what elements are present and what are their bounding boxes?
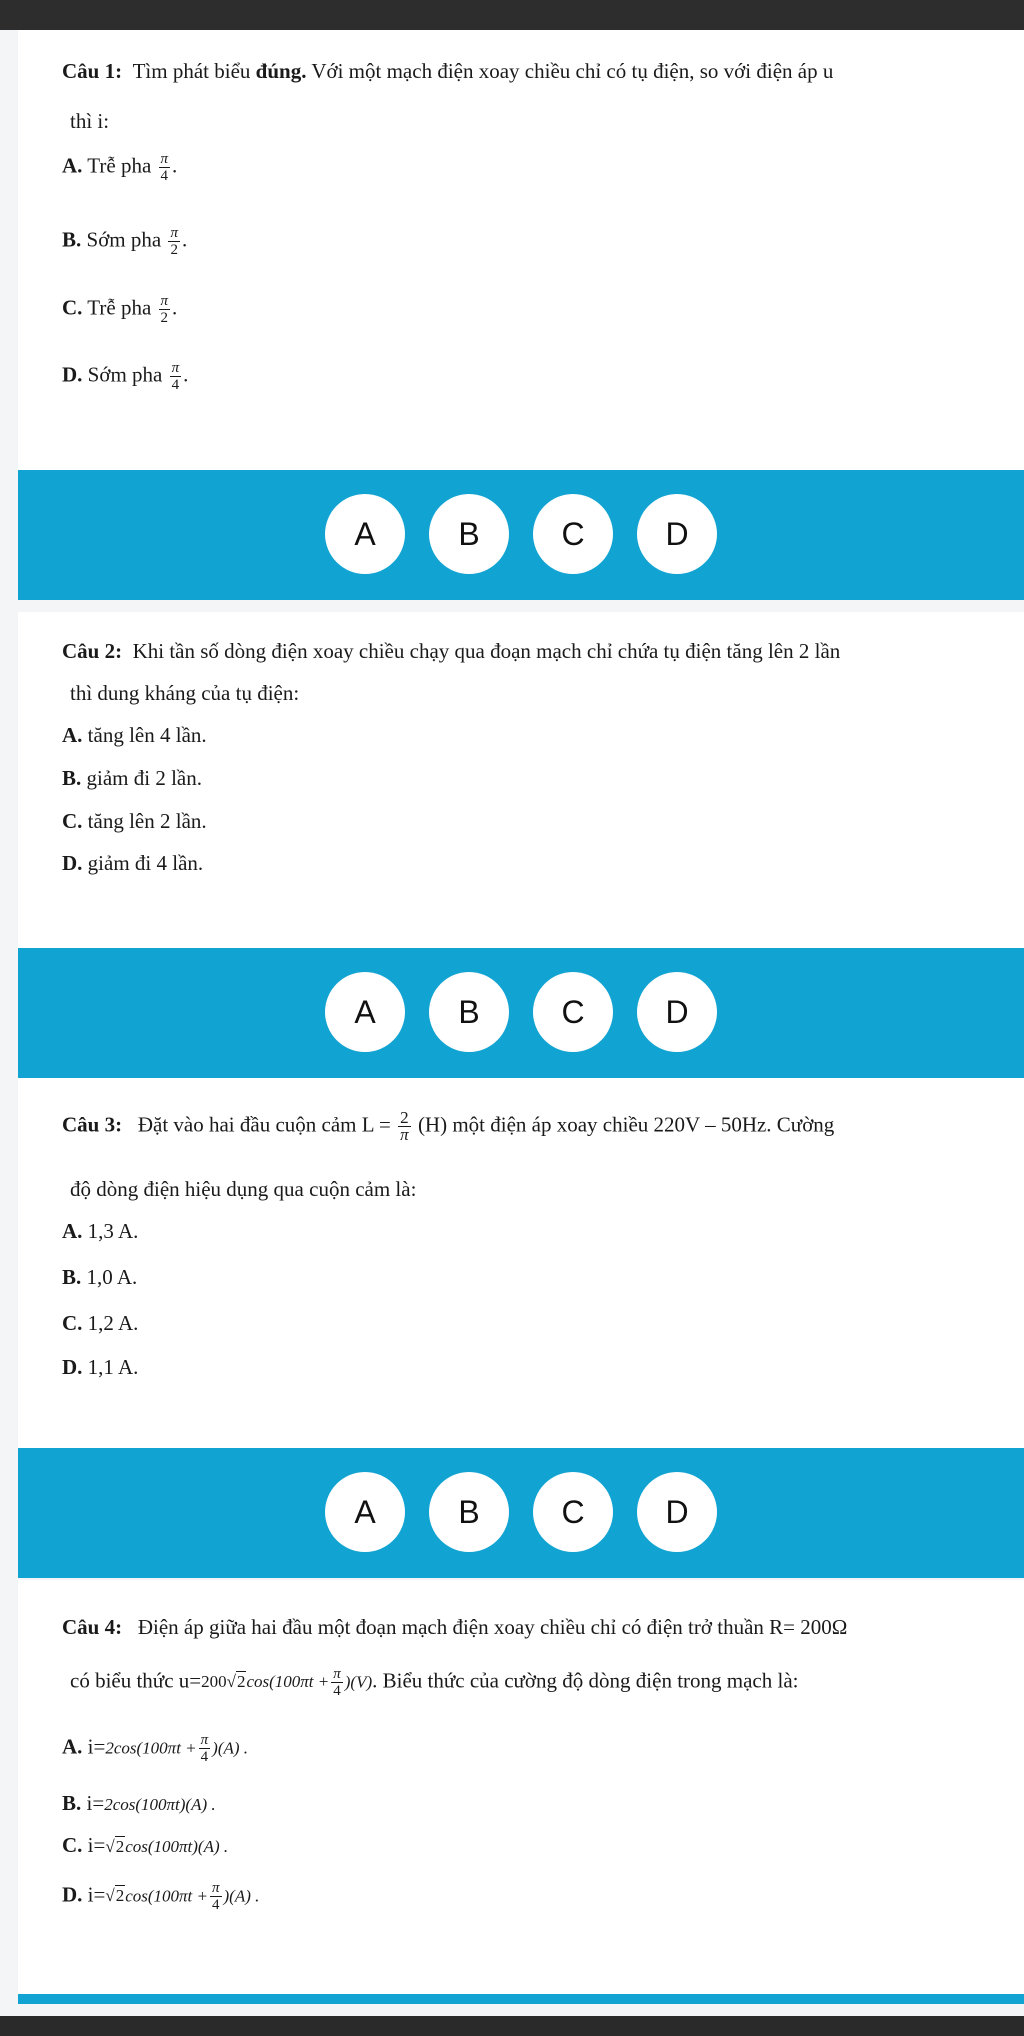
question-card-1 xyxy=(18,30,1024,470)
option-d[interactable]: D. i=√2cos(100πt + $\frac{\pi}{4}$ )(A) . xyxy=(62,1880,260,1913)
question-card-3 xyxy=(18,1078,1024,1448)
option-a[interactable]: A. Trễ pha $\frac{\pi}{4}$ . xyxy=(62,151,178,184)
answer-a-button[interactable]: A xyxy=(325,1472,405,1552)
answer-a-button[interactable]: A xyxy=(325,972,405,1052)
question-2-stem-line2: thì dung kháng của tụ điện: xyxy=(70,681,300,705)
answer-a-button[interactable]: A xyxy=(325,494,405,574)
top-status-bar xyxy=(0,0,1024,30)
option-d[interactable]: D. Sớm pha $\frac{\pi}{4}$ . xyxy=(62,360,189,393)
question-1-stem: Câu 1: Tìm phát biểu đúng. Với một mạch điện xoay chiều chỉ có tụ điện, so với điện áp u xyxy=(62,59,834,83)
option-c[interactable]: C. tăng lên 2 lần. xyxy=(62,809,207,833)
question-card-4 xyxy=(18,1580,1024,1994)
fraction: $\frac{\pi}{4}$ xyxy=(212,1880,220,1913)
answer-c-button[interactable]: C xyxy=(533,972,613,1052)
answer-b-button[interactable]: B xyxy=(429,494,509,574)
answer-d-button[interactable]: D xyxy=(637,1472,717,1552)
question-4-stem-line2: có biểu thức u=200√2cos(100πt + $\frac{\pi}{4}$ )(V). Biểu thức của cường độ dòng điện trong mạch là: xyxy=(70,1666,799,1699)
fraction: $\frac{\pi}{2}$ xyxy=(170,225,178,258)
sqrt-symbol: √2 xyxy=(226,1672,246,1692)
option-d[interactable]: D. 1,1 A. xyxy=(62,1355,139,1379)
question-4-stem: Câu 4: Điện áp giữa hai đầu một đoạn mạch điện xoay chiều chỉ có điện trở thuần R= 200Ω xyxy=(62,1615,848,1639)
answer-d-button[interactable]: D xyxy=(637,972,717,1052)
question-3-stem-line2: độ dòng điện hiệu dụng qua cuộn cảm là: xyxy=(70,1177,417,1201)
fraction: $\frac{\pi}{4}$ xyxy=(333,1666,341,1699)
sqrt-symbol: √2 xyxy=(105,1886,125,1906)
option-a[interactable]: A. 1,3 A. xyxy=(62,1219,139,1243)
option-c[interactable]: C. 1,2 A. xyxy=(62,1311,139,1335)
answer-b-button[interactable]: B xyxy=(429,972,509,1052)
answer-band-1 xyxy=(18,470,1024,600)
question-2-stem: Câu 2: Khi tần số dòng điện xoay chiều chạy qua đoạn mạch chỉ chứa tụ điện tăng lên 2 lần xyxy=(62,639,841,663)
answer-d-button[interactable]: D xyxy=(637,494,717,574)
option-b[interactable]: B. giảm đi 2 lần. xyxy=(62,766,202,790)
fraction: $\frac{2}{\pi}$ xyxy=(400,1108,409,1144)
option-b[interactable]: B. Sớm pha $\frac{\pi}{2}$ . xyxy=(62,225,188,258)
fraction: $\frac{\pi}{2}$ xyxy=(160,293,169,326)
answer-band-2 xyxy=(18,948,1024,1078)
sqrt-symbol: √2 xyxy=(105,1837,125,1856)
option-b[interactable]: B. i=2cos(100πt)(A) . xyxy=(62,1791,216,1815)
question-1-stem-line2: thì i: xyxy=(70,109,110,133)
question-3-stem: Câu 3: Đặt vào hai đầu cuộn cảm L = $\frac{2}{\pi}$ (H) một điện áp xoay chiều 220V – 50Hz. Cường xyxy=(62,1108,835,1144)
option-c[interactable]: C. i=√2cos(100πt)(A) . xyxy=(62,1832,228,1860)
option-d[interactable]: D. giảm đi 4 lần. xyxy=(62,851,204,875)
option-c[interactable]: C. Trễ pha $\frac{\pi}{2}$ . xyxy=(62,293,178,326)
answer-band-3 xyxy=(18,1448,1024,1578)
answer-b-button[interactable]: B xyxy=(429,1472,509,1552)
fraction: $\frac{\pi}{4}$ xyxy=(200,1732,209,1765)
answer-c-button[interactable]: C xyxy=(533,494,613,574)
fraction: $\frac{\pi}{4}$ xyxy=(160,151,169,184)
question-card-2 xyxy=(18,612,1024,948)
bottom-nav-bar xyxy=(0,2016,1024,2036)
option-b[interactable]: B. 1,0 A. xyxy=(62,1265,138,1289)
answer-c-button[interactable]: C xyxy=(533,1472,613,1552)
option-a[interactable]: A. tăng lên 4 lần. xyxy=(62,723,207,747)
fraction: $\frac{\pi}{4}$ xyxy=(171,360,180,393)
option-a[interactable]: A. i=2cos(100πt + $\frac{\pi}{4}$ )(A) . xyxy=(62,1732,249,1765)
answer-band-4-partial xyxy=(18,1994,1024,2004)
